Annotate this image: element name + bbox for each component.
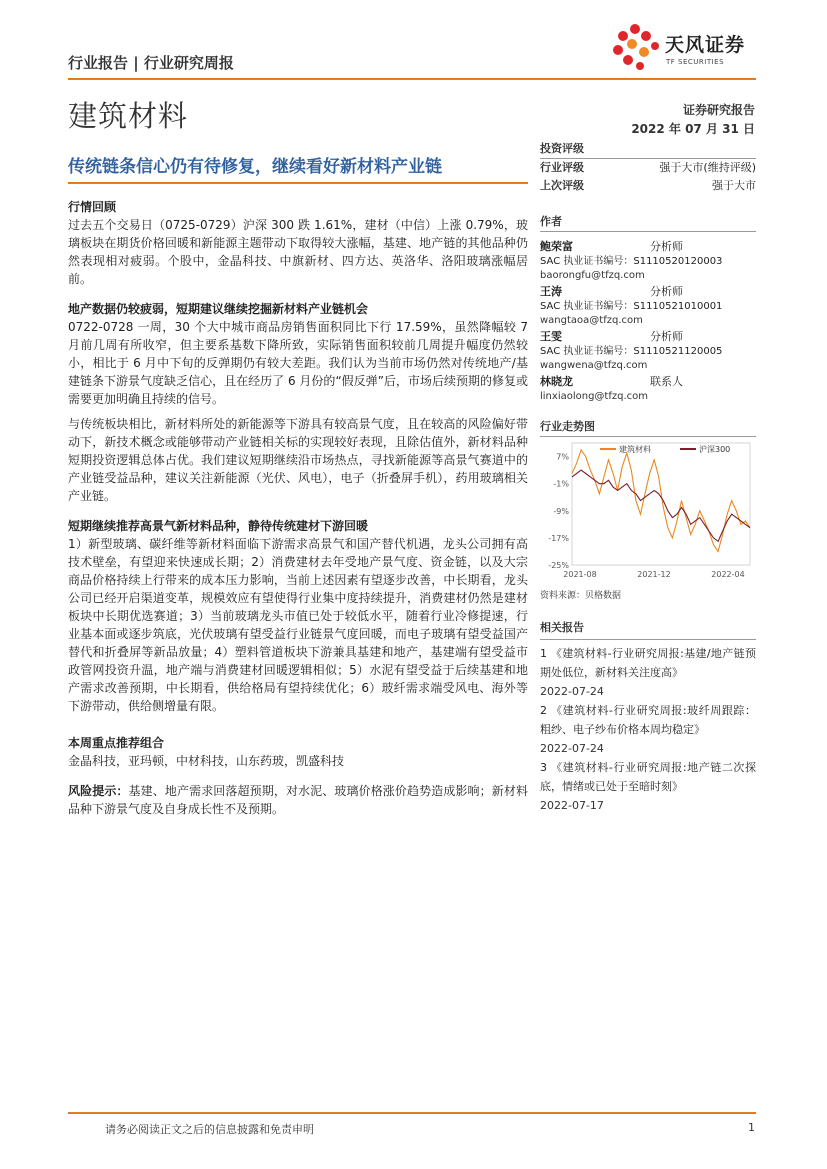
footer-rule bbox=[68, 1112, 756, 1114]
series-line-csi300 bbox=[572, 470, 750, 541]
report-type: 行业报告 | 行业研究周报 bbox=[68, 54, 234, 72]
risk-title: 风险提示： bbox=[68, 784, 129, 798]
rating-value: 强于大市(维持评级) bbox=[659, 161, 756, 174]
author-cert: SAC 执业证书编号：S1110521010001 bbox=[540, 301, 723, 312]
section-title: 地产数据仍较疲弱，短期建议继续挖掘新材料产业链机会 bbox=[68, 302, 369, 316]
page-number: 1 bbox=[748, 1121, 755, 1134]
author-title: 作者 bbox=[540, 213, 756, 232]
logo-text: 天风证券 bbox=[665, 34, 746, 56]
author-cert: SAC 执业证书编号：S1110520120003 bbox=[540, 256, 723, 267]
trend-chart bbox=[540, 437, 756, 583]
related-title: 相关报告 bbox=[540, 618, 756, 640]
section-property-data bbox=[68, 300, 528, 408]
rating-title: 投资评级 bbox=[540, 140, 756, 159]
logo-subtext: TF SECURITIES bbox=[666, 58, 725, 66]
author-email[interactable]: linxiaolong@tfzq.com bbox=[540, 391, 648, 402]
section-title: 短期继续推荐高景气新材料品种，静待传统建材下游回暖 bbox=[68, 519, 369, 533]
y-tick-label: -17% bbox=[548, 533, 569, 543]
section-title: 行情回顾 bbox=[68, 200, 117, 214]
section-recommendations bbox=[68, 517, 528, 715]
rating-row bbox=[540, 159, 756, 177]
trend-title-wrap bbox=[540, 418, 756, 437]
chart-frame bbox=[572, 443, 750, 565]
author-email[interactable]: wangtaoa@tfzq.com bbox=[540, 315, 643, 326]
related-report-link[interactable]: 2 《建筑材料-行业研究周报:玻纤周跟踪：粗纱、电子纱布价格本周均稳定》 bbox=[540, 704, 756, 736]
related-report-date: 2022-07-17 bbox=[540, 799, 604, 812]
author-name: 林晓龙 bbox=[540, 375, 573, 388]
author-entry bbox=[540, 330, 756, 373]
top-rule bbox=[68, 78, 756, 80]
rating-label: 行业评级 bbox=[540, 161, 584, 174]
section-body: 1）新型玻璃、碳纤维等新材料面临下游需求高景气和国产替代机遇，龙头公司拥有高技术壁垒，有望迎来快速成长期；2）消费建材去年受地产景气度、资金链，以及大宗商品价格持续上行带来的成本压力影响，当前上述因素有望逐步改善，中长期看，龙头公司已经开启渠道变革，规模效应有望使得行业集中度持续提升，消费建材仍然是建材板块中长期优选赛道；3）当前玻璃龙头市值已处于较低水平，随着行业冷修提速，行业基本面或逐步筑底，光伏玻璃有望受益行业链景气度回暖，而电子玻璃有望受益国产替代和折叠屏等新品放量；4）塑料管道板块下游兼具基建和地产，基建端有望受益市政管网投资升温，地产端与消费建材回暖逻辑相似；5）水泥有望受益于后续基建和地产需求改善预期，中长期看，供给格局有望持续优化；6）玻纤需求端受风电、海外等下游带动，供给侧增量有限。 bbox=[68, 537, 528, 713]
related-report-date: 2022-07-24 bbox=[540, 742, 604, 755]
author-email[interactable]: wangwena@tfzq.com bbox=[540, 360, 648, 371]
chart-source: 资料来源：贝格数据 bbox=[540, 591, 622, 601]
rating-panel bbox=[540, 140, 756, 195]
report-date: 2022 年 07 月 31 日 bbox=[631, 122, 755, 136]
related-reports bbox=[540, 618, 756, 815]
section-market-review bbox=[68, 198, 528, 288]
risk-body: 基建、地产需求回落超预期，对水泥、玻璃价格涨价趋势造成影响；新材料品种下游景气度及自身成长性不及预期。 bbox=[68, 784, 528, 816]
headline-rule bbox=[68, 182, 528, 184]
series-line-building-materials bbox=[572, 450, 750, 552]
section-body: 与传统板块相比，新材料所处的新能源等下游具有较高景气度，且在较高的风险偏好带动下，新技术概念或能够带动产业链相关标的实现较好表现，且除估值外，新材料品种短期投资逻辑总体占优。我们建议短期继续沿市场热点，寻找新能源等高景气赛道中的产业链受益品种，建议关注新能源（光伏、风电），电子（折叠屏手机），药用玻璃相关产业链。 bbox=[68, 417, 528, 503]
section-new-materials bbox=[68, 415, 528, 505]
x-tick-label: 2021-08 bbox=[563, 570, 597, 579]
prev-rating-row bbox=[540, 177, 756, 195]
related-report-link[interactable]: 3 《建筑材料-行业研究周报:地产链二次探底，情绪或已处于至暗时刻》 bbox=[540, 761, 756, 793]
author-name: 王涛 bbox=[540, 285, 562, 298]
section-body: 金晶科技，亚玛顿，中材科技，山东药玻，凯盛科技 bbox=[68, 754, 345, 768]
author-role: 分析师 bbox=[650, 330, 683, 343]
author-entry bbox=[540, 375, 756, 404]
y-tick-label: -1% bbox=[553, 479, 569, 489]
section-risk bbox=[68, 782, 528, 818]
legend-label: 沪深300 bbox=[699, 445, 731, 454]
author-role: 联系人 bbox=[650, 375, 683, 388]
author-role: 分析师 bbox=[650, 240, 683, 253]
sector-title: 建筑材料 bbox=[68, 99, 189, 133]
author-cert: SAC 执业证书编号：S1110521120005 bbox=[540, 346, 723, 357]
x-tick-label: 2022-04 bbox=[711, 570, 745, 579]
section-body: 过去五个交易日（0725-0729）沪深 300 跌 1.61%，建材（中信）上涨 0.79%，玻璃板块在期货价格回暖和新能源主题带动下取得较大涨幅，基建、地产链的其他品种仍然表现相对疲弱。个股中，金晶科技、中旗新材、四方达、英洛华、洛阳玻璃涨幅居前。 bbox=[68, 218, 528, 286]
footer-disclaimer: 请务必阅读正文之后的信息披露和免责申明 bbox=[105, 1123, 314, 1136]
author-entry bbox=[540, 285, 756, 328]
author-entry bbox=[540, 240, 756, 283]
y-tick-label: -25% bbox=[548, 561, 569, 570]
related-report-link[interactable]: 1 《建筑材料-行业研究周报:基建/地产链预期处低位，新材料关注度高》 bbox=[540, 647, 756, 679]
report-label: 证券研究报告 bbox=[682, 103, 755, 117]
trend-title: 行业走势图 bbox=[540, 418, 756, 437]
legend-label: 建筑材料 bbox=[619, 445, 651, 454]
section-body: 0722-0728 一周，30 个大中城市商品房销售面积同比下行 17.59%，虽然降幅较 7 月前几周有所收窄，但主要系基数下降所致，实际销售面积较前几周提升幅度仍然较小，相比于 6 月中下旬的反弹期仍有较大差距。我们认为当前市场仍然对传统地产/基建链条下游景气度缺乏信心，且在经历了 6 月份的“假反弹”后，市场后续预期的修复或需要更加明确且持续的信号。 bbox=[68, 320, 528, 406]
author-email[interactable]: baorongfu@tfzq.com bbox=[540, 270, 645, 281]
author-name: 鲍荣富 bbox=[540, 240, 573, 253]
x-tick-label: 2021-12 bbox=[637, 570, 671, 579]
author-role: 分析师 bbox=[650, 285, 683, 298]
headline: 传统链条信心仍有待修复，继续看好新材料产业链 bbox=[68, 157, 442, 177]
section-portfolio bbox=[68, 734, 528, 770]
related-report-date: 2022-07-24 bbox=[540, 685, 604, 698]
section-title: 本周重点推荐组合 bbox=[68, 736, 165, 750]
authors-panel bbox=[540, 213, 756, 404]
prev-rating-value: 强于大市 bbox=[712, 179, 756, 192]
author-name: 王雯 bbox=[540, 330, 562, 343]
prev-rating-label: 上次评级 bbox=[540, 179, 584, 192]
y-tick-label: 7% bbox=[556, 452, 569, 462]
y-tick-label: -9% bbox=[553, 506, 569, 516]
